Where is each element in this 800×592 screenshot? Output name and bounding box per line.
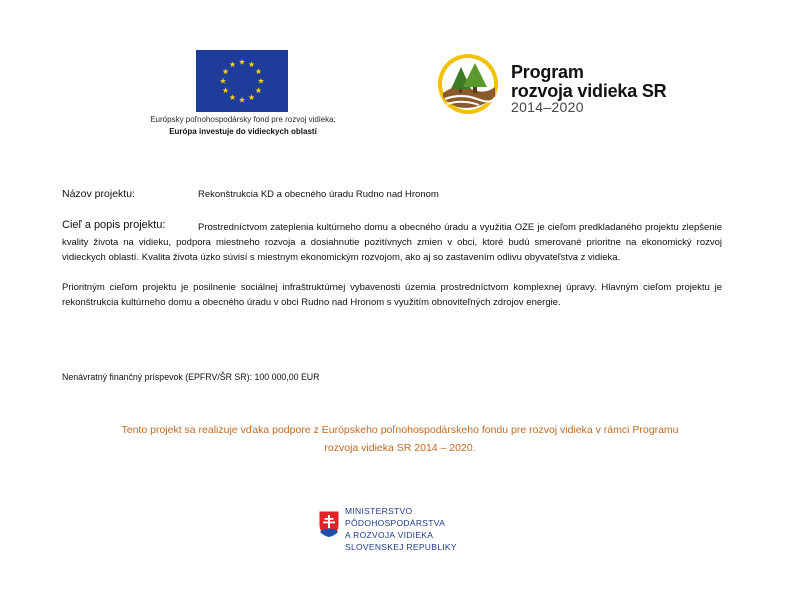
slovak-coat-of-arms-icon xyxy=(318,510,340,538)
eu-stars-icon xyxy=(196,50,288,112)
ministry-line4: SLOVENSKEJ REPUBLIKY xyxy=(345,542,457,552)
eu-star-icon xyxy=(248,94,254,100)
ministry-line1: MINISTERSTVO xyxy=(345,506,413,516)
eu-caption-line2: Európa investuje do vidieckych oblastí xyxy=(169,127,317,136)
prv-period: 2014–2020 xyxy=(511,99,584,115)
eu-caption-line1: Európsky poľnohospodársky fond pre rozvoj vidieka: xyxy=(150,115,336,124)
grant-amount: Nenávratný finančný príspevok (EPFRV/ŠR SR): 100 000,00 EUR xyxy=(62,372,320,382)
eu-star-icon xyxy=(229,94,235,100)
prv-emblem-logo xyxy=(437,53,499,115)
eu-star-icon xyxy=(229,61,235,67)
funding-note xyxy=(40,421,760,457)
project-priority-text: Prioritným cieľom projektu je posilnenie sociálnej infraštruktúrnej vybavenosti územia prostredníctvom komplexnej úpravy. Hlavným cieľom projektu je rekonštrukcia kultúrneho domu a obecného úradu v obci Rudno nad Hronom s využitím obnoviteľných zdrojov energie. xyxy=(62,282,722,308)
eu-star-icon xyxy=(258,78,264,84)
project-description: Prostredníctvom zateplenia kultúrneho domu a obecného úradu a využitia OZE je cieľom predkladaného projektu zlepšenie kvality života na vidieku, podpora miestneho rozvoja a dosiahnutie pozitívnych zmien v obci, ktoré budú smerované prioritne na ekonomický rozvoj vidieckych oblastí. Kvalita života úzko súvisí s miestnym ekonomickým rozvojom, ako aj so zastavením odlivu obyvateľstva z vidieka. xyxy=(62,222,722,263)
eu-star-icon xyxy=(255,87,261,93)
eu-flag-logo xyxy=(196,50,288,112)
project-name-value: Rekonštrukcia KD a obecného úradu Rudno nad Hronom xyxy=(198,189,439,200)
funding-note-line1: Tento projekt sa realizuje vďaka podpore z Európskeho poľnohospodárskeho fondu pre rozvoj vidieka v rámci Programu xyxy=(121,424,679,436)
project-name-label: Názov projektu: xyxy=(62,188,135,200)
ministry-line2: PÔDOHOSPODÁRSTVA xyxy=(345,518,446,528)
eu-star-icon xyxy=(255,68,261,74)
eu-star-icon xyxy=(220,78,226,84)
eu-star-icon xyxy=(239,97,245,103)
eu-star-icon xyxy=(239,59,245,65)
project-description-label: Cieľ a popis projektu: xyxy=(62,219,166,231)
funding-note-line2: rozvoja vidieka SR 2014 – 2020. xyxy=(324,442,476,454)
eu-star-icon xyxy=(223,87,229,93)
ministry-line3: A ROZVOJA VIDIEKA xyxy=(345,530,434,540)
prv-title-line1: Program xyxy=(511,62,584,82)
eu-star-icon xyxy=(248,61,254,67)
eu-star-icon xyxy=(223,68,229,74)
prv-title-line2: rozvoja vidieka SR xyxy=(511,81,667,101)
